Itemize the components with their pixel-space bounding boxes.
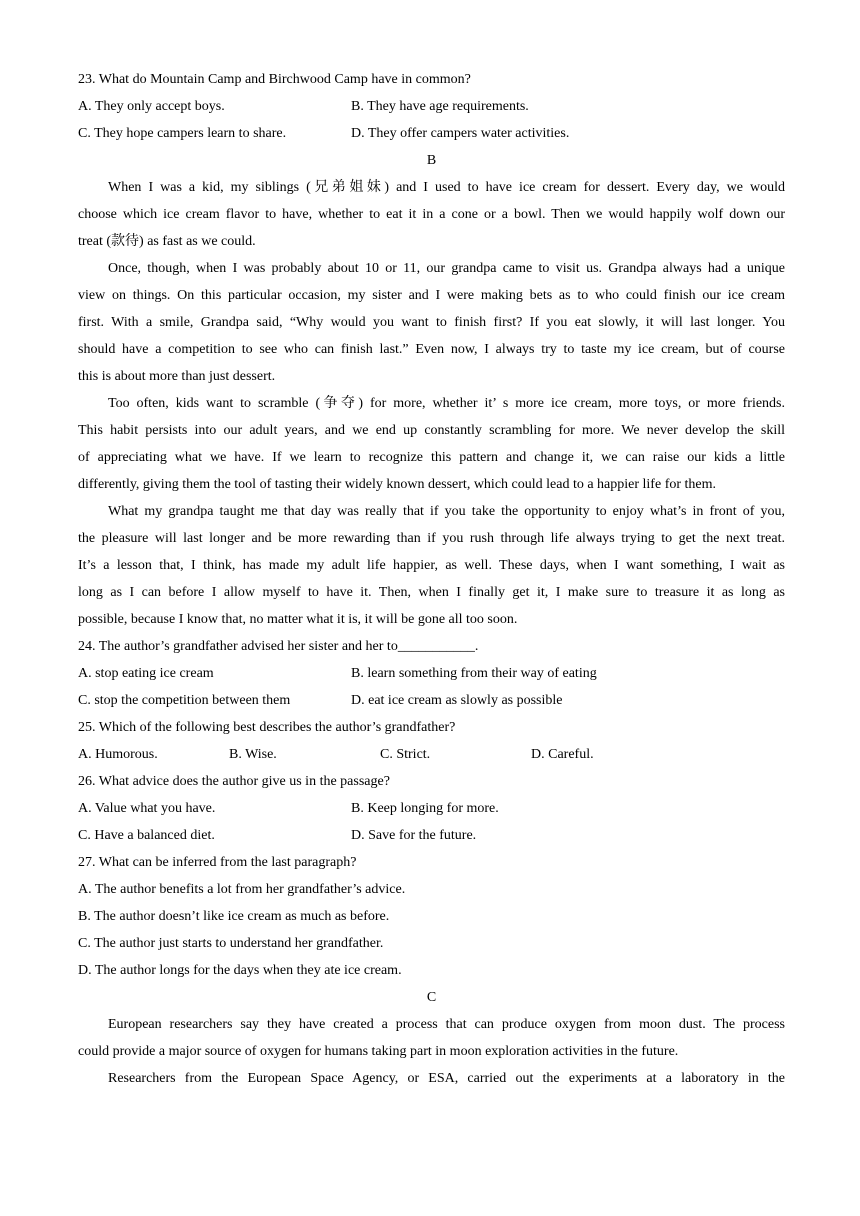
paragraph-line: European researchers say they have created a process that can produce oxygen from moon dust. The process: [108, 1017, 785, 1032]
option-23-a[interactable]: A. They only accept boys.: [78, 99, 225, 114]
exam-page: [78, 66, 785, 1092]
paragraph-line: Too often, kids want to scramble (争夺) for more, whether it’ s more ice cream, more toys, or more friends.: [108, 396, 785, 411]
option-27-b[interactable]: B. The author doesn’t like ice cream as much as before.: [78, 909, 390, 924]
option-26-c[interactable]: C. Have a balanced diet.: [78, 828, 215, 843]
section-b-heading: B: [426, 153, 437, 168]
paragraph-line: could provide a major source of oxygen for humans taking part in moon exploration activities in the future.: [78, 1044, 679, 1059]
paragraph-line: the pleasure will last longer and be more rewarding than if you rush through life always trying to get the next treat.: [78, 531, 785, 546]
paragraph-c2: [78, 1065, 785, 1092]
paragraph-line: long as I can before I allow myself to have it. Then, when I finally get it, I make sure to treasure it as long as: [78, 585, 785, 600]
paragraph-line: treat (款待) as fast as we could.: [78, 234, 256, 249]
paragraph-line: of appreciating what we have. If we learn to recognize this pattern and change it, we can raise our kids a little: [78, 450, 785, 465]
paragraph-line: view on things. On this particular occasion, my sister and I were making bets as to who could finish our ice cream: [78, 288, 785, 303]
option-23-b[interactable]: B. They have age requirements.: [351, 99, 529, 114]
paragraph-line: When I was a kid, my siblings (兄弟姐妹) and I used to have ice cream for dessert. Every day, we would: [108, 180, 785, 195]
option-24-b[interactable]: B. learn something from their way of eating: [351, 666, 597, 681]
option-24-a[interactable]: A. stop eating ice cream: [78, 666, 214, 681]
question-23-options-row-1: [78, 93, 785, 120]
paragraph-line: choose which ice cream flavor to have, whether to eat it in a cone or a bowl. Then we would happily wolf down our: [78, 207, 785, 222]
question-23-stem: 23. What do Mountain Camp and Birchwood Camp have in common?: [78, 72, 471, 87]
option-23-d[interactable]: D. They offer campers water activities.: [351, 126, 570, 141]
section-c-heading: C: [426, 990, 437, 1005]
paragraph-b2: [78, 255, 785, 390]
question-26-options-row-2: [78, 822, 785, 849]
question-24-options-row-1: [78, 660, 785, 687]
option-24-c[interactable]: C. stop the competition between them: [78, 693, 291, 708]
paragraph-line: Once, though, when I was probably about 10 or 11, our grandpa came to visit us. Grandpa always had a unique: [108, 261, 785, 276]
paragraph-line: first. With a smile, Grandpa said, “Why would you want to finish first? If you eat slowly, it will last longer. You: [78, 315, 785, 330]
paragraph-b4: [78, 498, 785, 633]
paragraph-line: It’s a lesson that, I think, has made my adult life happier, as well. These days, when I want something, I wait as: [78, 558, 785, 573]
option-25-a[interactable]: A. Humorous.: [78, 747, 158, 762]
question-24-options-row-2: [78, 687, 785, 714]
question-26-options-row-1: [78, 795, 785, 822]
option-25-b[interactable]: B. Wise.: [229, 747, 277, 762]
question-24-stem: 24. The author’s grandfather advised her sister and her to___________.: [78, 639, 479, 654]
question-25-stem: 25. Which of the following best describes the author’s grandfather?: [78, 720, 456, 735]
paragraph-line: This habit persists into our adult years, and we end up constantly scrambling for more. We never develop the skill: [78, 423, 785, 438]
option-25-c[interactable]: C. Strict.: [380, 747, 431, 762]
paragraph-line: possible, because I know that, no matter what it is, it will be gone all too soon.: [78, 612, 518, 627]
option-26-a[interactable]: A. Value what you have.: [78, 801, 216, 816]
option-27-a[interactable]: A. The author benefits a lot from her grandfather’s advice.: [78, 882, 406, 897]
paragraph-line: should have a competition to see who can finish last.” Even now, I always try to taste my ice cream, but of course: [78, 342, 785, 357]
question-26-stem: 26. What advice does the author give us in the passage?: [78, 774, 390, 789]
question-23-options-row-2: [78, 120, 785, 147]
paragraph-b3: [78, 390, 785, 498]
question-27-stem: 27. What can be inferred from the last paragraph?: [78, 855, 357, 870]
option-23-c[interactable]: C. They hope campers learn to share.: [78, 126, 287, 141]
option-26-d[interactable]: D. Save for the future.: [351, 828, 477, 843]
paragraph-line: What my grandpa taught me that day was really that if you take the opportunity to enjoy what’s in front of you,: [108, 504, 785, 519]
option-25-d[interactable]: D. Careful.: [531, 747, 594, 762]
paragraph-c1: [78, 1011, 785, 1065]
paragraph-line: differently, giving them the tool of tasting their widely known dessert, which could lead to a happier life for them.: [78, 477, 717, 492]
option-27-d[interactable]: D. The author longs for the days when they ate ice cream.: [78, 963, 402, 978]
option-26-b[interactable]: B. Keep longing for more.: [351, 801, 499, 816]
question-25-options-row: [78, 741, 785, 768]
paragraph-line: this is about more than just dessert.: [78, 369, 276, 384]
paragraph-line: Researchers from the European Space Agency, or ESA, carried out the experiments at a laboratory in the: [108, 1071, 785, 1086]
paragraph-b1: [78, 174, 785, 255]
option-24-d[interactable]: D. eat ice cream as slowly as possible: [351, 693, 563, 708]
option-27-c[interactable]: C. The author just starts to understand her grandfather.: [78, 936, 384, 951]
